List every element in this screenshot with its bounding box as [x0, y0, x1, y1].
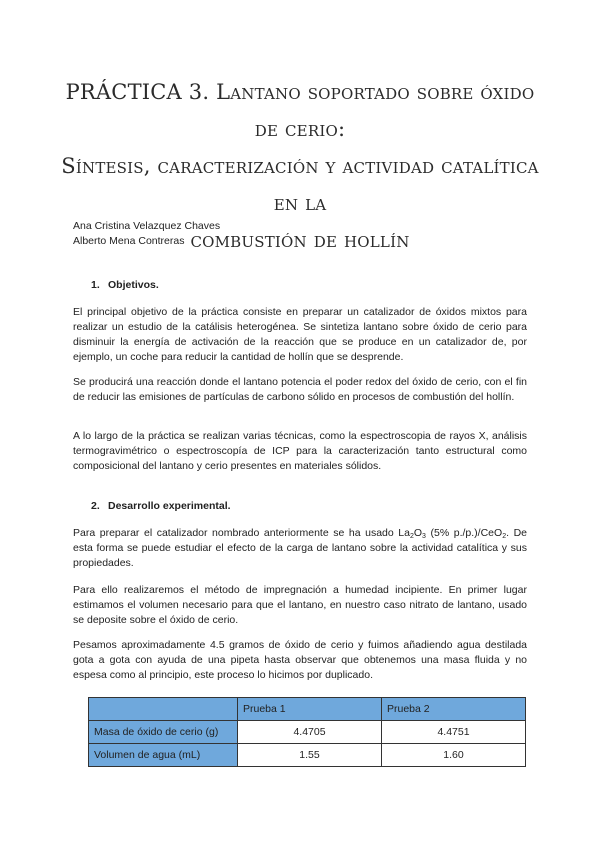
table-cell: 4.4751	[382, 721, 526, 744]
table-cell: 1.55	[238, 744, 382, 767]
table-row-label: Volumen de agua (mL)	[89, 744, 238, 767]
author-1: Ana Cristina Velazquez Chaves	[73, 220, 221, 232]
table-header-row	[89, 698, 526, 721]
section-1-heading	[91, 279, 159, 291]
section-1-title: Objetivos.	[108, 279, 159, 291]
formula-text-post: . De esta forma se puede estudiar el efecto de la carga de lantano sobre la actividad catalítica y sus propiedades.	[73, 527, 527, 569]
table-header-cell: Prueba 1	[238, 698, 382, 721]
table-row-label: Masa de óxido de cerio (g)	[89, 721, 238, 744]
section-2-paragraph-3: Pesamos aproximadamente 4.5 gramos de óxido de cerio y fuimos añadiendo agua destilada gota a gota con ayuda de una pipeta hasta observar que obtenemos una masa fluida y no espesa como al principio, este proceso lo hicimos por duplicado.	[73, 639, 527, 681]
formula-text-pre: Para preparar el catalizador nombrado anteriormente se ha usado La	[73, 527, 410, 539]
section-2-paragraph-2: Para ello realizaremos el método de impregnación a humedad incipiente. En primer lugar estimamos el volumen necesario para que el lantano, en nuestro caso nitrato de lantano, usado se deposite sobre el óxido de cerio.	[73, 584, 527, 626]
table-cell: 1.60	[382, 744, 526, 767]
title-line-3: combustión de hollín	[190, 228, 410, 252]
table-cell: 4.4705	[238, 721, 382, 744]
table-header-cell	[89, 698, 238, 721]
author-2: Alberto Mena Contreras	[73, 235, 185, 247]
formula-sub-3: 2	[502, 533, 507, 540]
section-2-title: Desarrollo experimental.	[108, 500, 231, 512]
formula-o: O	[413, 527, 423, 539]
section-2-number: 2.	[91, 500, 100, 512]
table-header-cell: Prueba 2	[382, 698, 526, 721]
section-2-paragraph-1	[73, 526, 527, 571]
table-row	[89, 721, 526, 744]
results-table	[88, 697, 526, 767]
formula-sub-2: 3	[422, 533, 426, 540]
title-line-1: PRÁCTICA 3. Lantano soportado sobre óxido de cerio:	[65, 80, 535, 141]
formula-text-mid: (5% p./p.)/CeO	[425, 527, 503, 539]
table-row	[89, 744, 526, 767]
section-1-number: 1.	[91, 279, 100, 291]
section-1-paragraph-3: A lo largo de la práctica se realizan varias técnicas, como la espectroscopia de rayos X, análisis termogravimétrico o espectroscopía de ICP para la caracterización tanto estructural como composicional del lantano y cerio presentes en materiales sólidos.	[73, 430, 527, 472]
section-1-paragraph-1: El principal objetivo de la práctica consiste en preparar un catalizador de óxidos mixtos para realizar un estudio de la catálisis heterogénea. Se sintetiza lantano sobre óxido de cerio para disminuir la energía de activación de la reacción que se produce en un catalizador de, por ejemplo, un coche para reducir la cantidad de hollín que se desprende.	[73, 306, 527, 363]
title-line-2: Síntesis, caracterización y actividad catalítica en la	[61, 154, 539, 215]
authors	[73, 219, 220, 249]
section-1-paragraph-2: Se producirá una reacción donde el lantano potencia el poder redox del óxido de cerio, con el fin de reducir las emisiones de partículas de carbono sólido en procesos de combustión del hollín.	[73, 376, 527, 403]
section-2-heading	[91, 500, 231, 512]
formula-sub-1: 2	[409, 533, 414, 540]
